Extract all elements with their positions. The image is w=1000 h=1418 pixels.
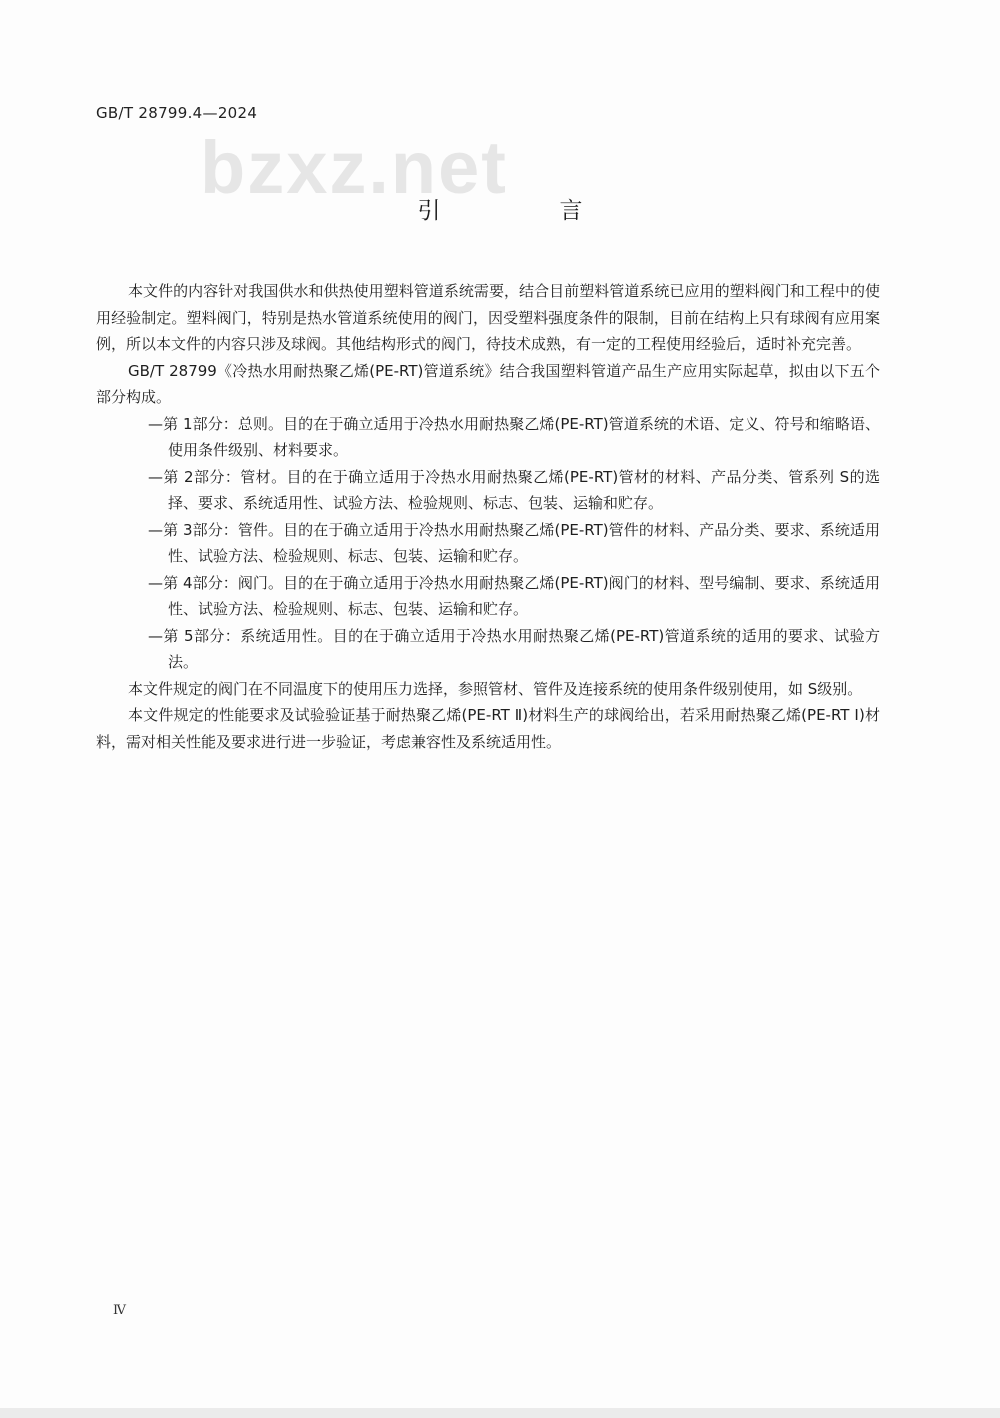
part-list-item-5: —第 5部分：系统适用性。目的在于确立适用于冷热水用耐热聚乙烯(PE-RT)管道系统的适用的要求、试验方法。 <box>148 626 880 671</box>
watermark: bzxz.net <box>200 126 508 209</box>
part-list-item-4: —第 4部分：阀门。目的在于确立适用于冷热水用耐热聚乙烯(PE-RT)阀门的材料、型号编制、要求、系统适用性、试验方法、检验规则、标志、包装、运输和贮存。 <box>148 573 880 618</box>
closing-paragraph-1: 本文件规定的阀门在不同温度下的使用压力选择，参照管材、管件及连接系统的使用条件级别使用，如 S级别。 <box>128 679 863 698</box>
page-bottom-edge <box>0 1408 1000 1418</box>
intro-paragraph-1: 本文件的内容针对我国供水和供热使用塑料管道系统需要，结合目前塑料管道系统已应用的塑料阀门和工程中的使用经验制定。塑料阀门，特别是热水管道系统使用的阀门，因受塑料强度条件的限制，目前在结构上只有球阀有应用案例，所以本文件的内容只涉及球阀。其他结构形式的阀门，待技术成熟，有一定的工程使用经验后，适时补充完善。 <box>96 282 880 353</box>
intro-paragraph-2: GB/T 28799《冷热水用耐热聚乙烯(PE-RT)管道系统》结合我国塑料管道产品生产应用实际起草，拟由以下五个部分构成。 <box>96 361 880 406</box>
document-body <box>96 278 880 755</box>
document-code: GB/T 28799.4—2024 <box>96 104 258 122</box>
part-list-item-2: —第 2部分：管材。目的在于确立适用于冷热水用耐热聚乙烯(PE-RT)管材的材料、产品分类、管系列 S的选择、要求、系统适用性、试验方法、检验规则、标志、包装、运输和贮存。 <box>148 467 880 512</box>
section-title: 引 言 <box>417 198 631 224</box>
closing-paragraph-2: 本文件规定的性能要求及试验验证基于耐热聚乙烯(PE-RT Ⅱ)材料生产的球阀给出，若采用耐热聚乙烯(PE-RT Ⅰ)材料，需对相关性能及要求进行进一步验证，考虑兼容性及系统适用性。 <box>96 706 880 751</box>
part-list-item-3: —第 3部分：管件。目的在于确立适用于冷热水用耐热聚乙烯(PE-RT)管件的材料、产品分类、要求、系统适用性、试验方法、检验规则、标志、包装、运输和贮存。 <box>148 520 880 565</box>
page-number: Ⅳ <box>113 1303 126 1318</box>
part-list-item-1: —第 1部分：总则。目的在于确立适用于冷热水用耐热聚乙烯(PE-RT)管道系统的术语、定义、符号和缩略语、使用条件级别、材料要求。 <box>148 414 880 459</box>
